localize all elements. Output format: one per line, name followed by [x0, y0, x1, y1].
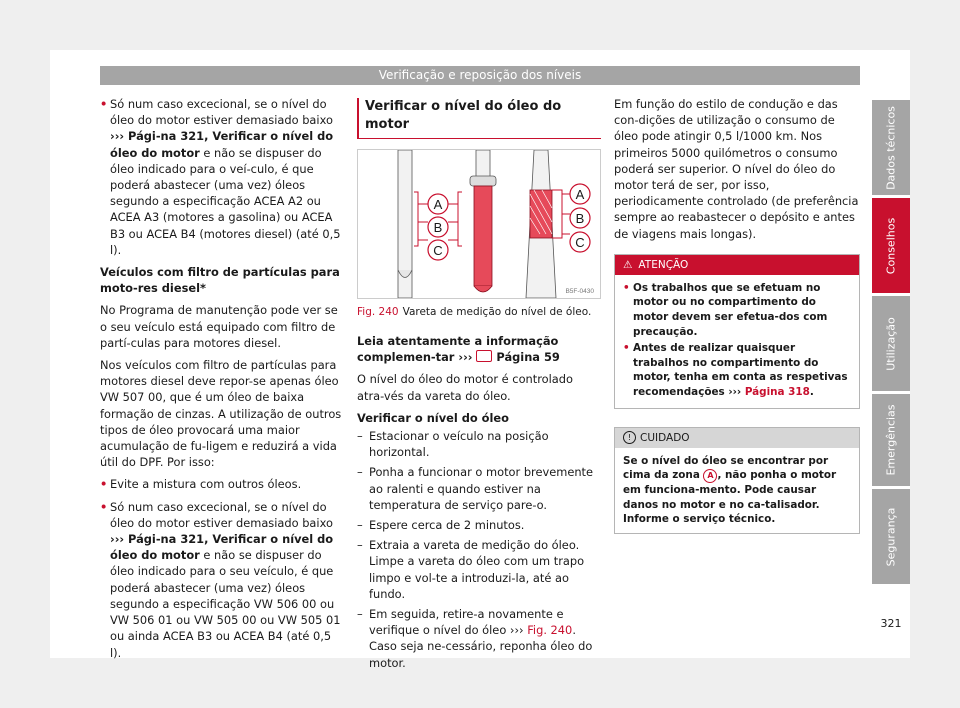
dpf-paragraph-1: No Programa de manutenção pode ver se o seu veículo está equipado com filtro de partí-culas para motores diesel. — [100, 303, 338, 350]
link-page-59[interactable]: Página 59 — [492, 350, 560, 365]
link-fig-240[interactable]: Fig. 240 — [527, 623, 573, 638]
label-b-right: B — [575, 211, 585, 226]
dpf-heading: Veículos com filtro de partículas para moto-res diesel* — [100, 265, 340, 296]
warning-triangle-icon: ⚠ — [623, 258, 633, 271]
warning-bullet-2: • Antes de realizar quaisquer trabalhos no compartimento do motor, tenha em conta as respetivas recomendações ››› Página 318. — [623, 341, 851, 399]
link-page-321[interactable]: ››› Pági-na 321, Verificar o nível do óleo do motor — [110, 129, 334, 160]
link-page-321-b[interactable]: ››› Pági-na 321, Verificar o nível do óleo do motor — [110, 532, 334, 563]
info-circle-icon: ! — [623, 431, 636, 444]
consumption-paragraph: Em função do estilo de condução e das con-dições de utilização o consumo de óleo pode atingir 0,5 l/1000 km. Nos primeiros 5000 quilómetros o consumo poderá ser superior. O nível do óleo do motor terá de ser, por isso, periodicamente controlado (de preferência sempre ao reabastecer o depósito e antes de viagens mais longas). — [614, 97, 859, 241]
caution-header: ! CUIDADO — [615, 428, 859, 448]
bullet-oil-exception-dpf: • Só num caso excecional, se o nível do óleo do motor estiver demasiado baixo ››› Pági-na 321, Verificar o nível do óleo do motor e não se dispuser do óleo indicado para o seu veículo, é que poderá abastecer (uma vez) óleos segundo a especificação VW 506 00 ou VW 506 01 ou VW 505 00 ou VW 505 01 ou ainda ACEA B3 ou ACEA B4 (até 0,5 l). — [100, 499, 342, 661]
warning-bullet-1: • Os trabalhos que se efetuam no motor ou no compartimento do motor devem ser efetua-dos com precaução. — [623, 281, 851, 339]
bullet-avoid-mix: • Evite a mistura com outros óleos. — [100, 476, 342, 492]
dpf-paragraph-2: Nos veículos com filtro de partículas para motores diesel deve repor-se apenas óleo VW 507 00, que é um óleo de baixa formação de cinzas. A utilização de outros tipos de óleo provocará uma maior acumulação de fu-ligem e reduzirá a vida útil do DPF. Por isso: — [100, 358, 342, 470]
column-middle — [357, 96, 601, 675]
warning-body — [615, 275, 859, 408]
column-right — [614, 96, 860, 534]
warning-header: ⚠ ATENÇÃO — [615, 255, 859, 275]
caution-body: Se o nível do óleo se encontrar por cima da zona A , não ponha o motor em funciona-mento. Pode causar danos no motor e no ca-talisador. Informe o serviço técnico. — [623, 454, 837, 526]
zone-a-badge: A — [703, 469, 717, 483]
oil-level-intro: O nível do óleo do motor é controlado atra-vés da vareta do óleo. — [357, 372, 573, 403]
tab-conselhos[interactable]: Conselhos — [872, 198, 910, 293]
step-5: – Em seguida, retire-a novamente e verifique o nível do óleo ››› Fig. 240. Caso seja ne-cessário, reponha óleo do motor. — [357, 606, 601, 671]
figure-caption: Fig. 240 Vareta de medição do nível de óleo. — [357, 306, 592, 318]
step-2: – Ponha a funcionar o motor brevemente ao ralenti e quando estiver na temperatura de serviço pare-o. — [357, 464, 601, 513]
page-number: 321 — [880, 617, 902, 630]
label-b-left: B — [433, 220, 443, 235]
book-icon — [476, 350, 492, 362]
figure-code: B5F-0430 — [565, 288, 594, 295]
step-3: – Espere cerca de 2 minutos. — [357, 517, 601, 533]
column-left — [100, 96, 342, 667]
dipstick-figure — [357, 149, 601, 299]
label-a-left: A — [433, 197, 443, 212]
bullet-oil-exception: • Só num caso excecional, se o nível do óleo do motor estiver demasiado baixo ››› Pági-na 321, Verificar o nível do óleo do motor e não se dispuser do óleo indicado para o veí-culo, é que poderá abastecer (uma vez) óleos segundo a especificação ACEA A2 ou ACEA A3 (motores a gasolina) ou ACEA B3 ou ACEA B4 (motores diesel) (até 0,5 l). — [100, 96, 342, 258]
step-1: – Estacionar o veículo na posição horizontal. — [357, 428, 601, 460]
page-header: Verificação e reposição dos níveis — [100, 66, 860, 85]
label-c-right: C — [575, 235, 585, 250]
section-title: Verificar o nível do óleo do motor — [357, 98, 601, 139]
read-info: Leia atentamente a informação complemen-tar ››› Página 59 — [357, 334, 560, 365]
dipstick-illustration — [358, 150, 600, 298]
tab-seguranca[interactable]: Segurança — [872, 489, 910, 584]
warning-box — [614, 254, 860, 409]
label-c-left: C — [433, 243, 443, 258]
label-a-right: A — [575, 187, 585, 202]
caution-box — [614, 427, 860, 534]
tab-emergencias[interactable]: Emergências — [872, 394, 910, 486]
steps-heading: Verificar o nível do óleo — [357, 410, 509, 425]
step-4: – Extraia a vareta de medição do óleo. Limpe a vareta do óleo com um trapo limpo e vol-te a introduzi-la, até ao fundo. — [357, 537, 601, 602]
tab-utilizacao[interactable]: Utilização — [872, 296, 910, 391]
link-page-318[interactable]: Página 318 — [744, 385, 810, 398]
tab-dados-tecnicos[interactable]: Dados técnicos — [872, 100, 910, 195]
